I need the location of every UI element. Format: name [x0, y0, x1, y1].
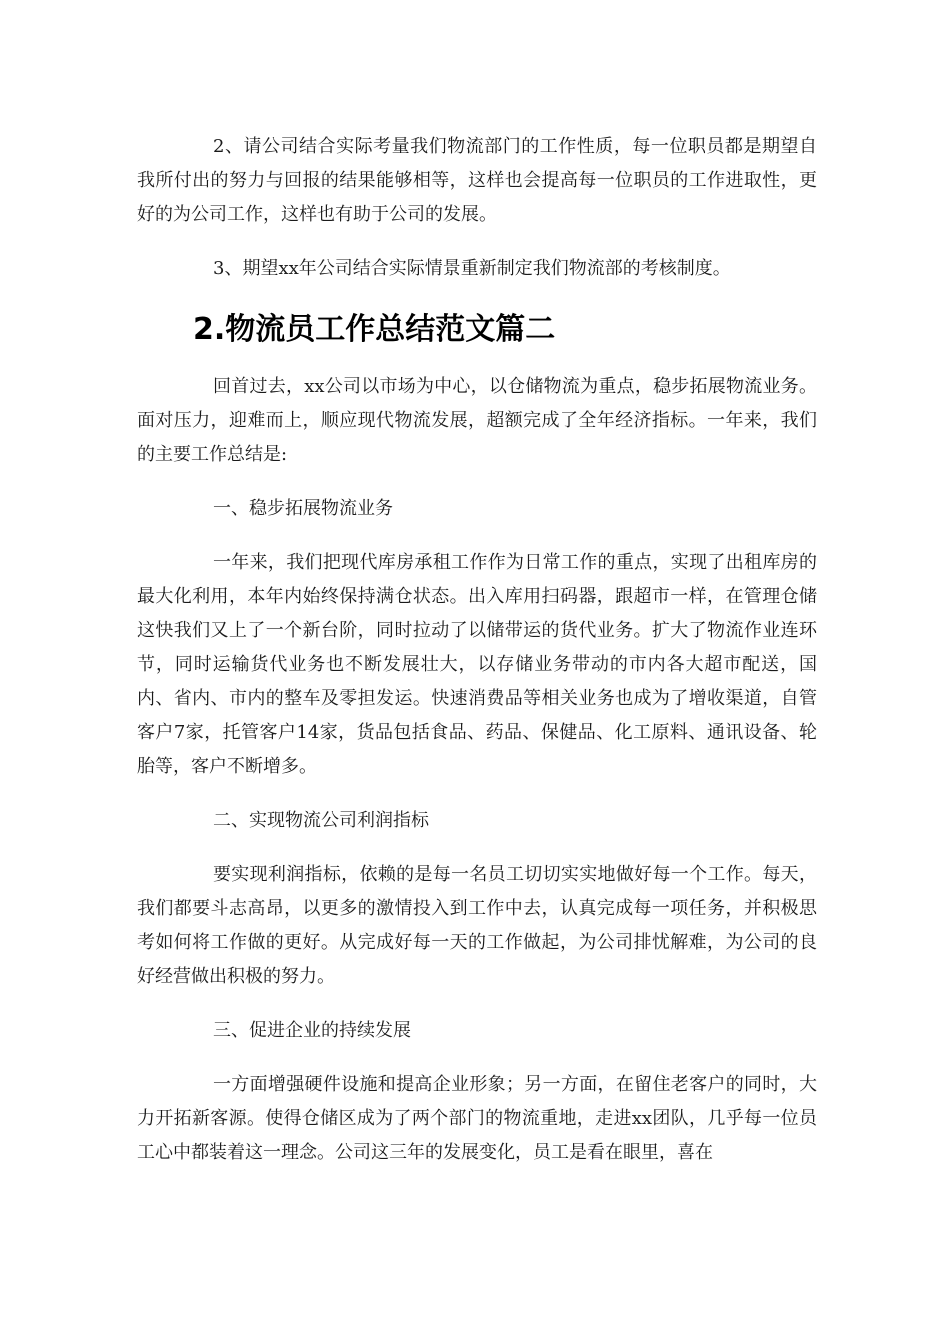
paragraph-item-2: 2、请公司结合实际考量我们物流部门的工作性质，每一位职员都是期望自我所付出的努力与回报的结果能够相等，这样也会提高每一位职员的工作进取性，更好的为公司工作，这样也有助于公司的发展。: [137, 136, 817, 225]
paragraph-warehouse: 一年来，我们把现代库房承租工作作为日常工作的重点，实现了出租库房的最大化利用，本年内始终保持满仓状态。出入库用扫码器，跟超市一样，在管理仓储这快我们又上了一个新台阶，同时拉动了以储带运的货代业务。扩大了物流作业连环节，同时运输货代业务也不断发展壮大，以存储业务带动的市内各大超市配送，国内、省内、市内的整车及零担发运。快速消费品等相关业务也成为了增收渠道，自管客户7家，托管客户14家，货品包括食品、药品、保健品、化工原料、通讯设备、轮胎等，客户不断增多。: [137, 552, 817, 777]
paragraph-profit: 要实现利润指标，依赖的是每一名员工切切实实地做好每一个工作。每天，我们都要斗志高昂，以更多的激情投入到工作中去，认真完成每一项任务，并积极思考如何将工作做的更好。从完成好每一天的工作做起，为公司排忧解难，为公司的良好经营做出积极的努力。: [137, 864, 817, 987]
paragraph-item-3: 3、期望xx年公司结合实际情景重新制定我们物流部的考核制度。: [213, 258, 731, 279]
subheading-2: 二、实现物流公司利润指标: [213, 810, 429, 831]
section-title: 2.物流员工作总结范文篇二: [193, 312, 556, 347]
subheading-1: 一、稳步拓展物流业务: [213, 498, 393, 519]
paragraph-development: 一方面增强硬件设施和提高企业形象；另一方面，在留住老客户的同时，大力开拓新客源。使得仓储区成为了两个部门的物流重地，走进xx团队，几乎每一位员工心中都装着这一理念。公司这三年的发展变化，员工是看在眼里，喜在: [137, 1074, 817, 1163]
document-body: [137, 130, 817, 1190]
intro-paragraph: 回首过去，xx公司以市场为中心，以仓储物流为重点，稳步拓展物流业务。面对压力，迎难而上，顺应现代物流发展，超额完成了全年经济指标。一年来，我们的主要工作总结是:: [137, 376, 817, 465]
subheading-3: 三、促进企业的持续发展: [213, 1020, 411, 1041]
